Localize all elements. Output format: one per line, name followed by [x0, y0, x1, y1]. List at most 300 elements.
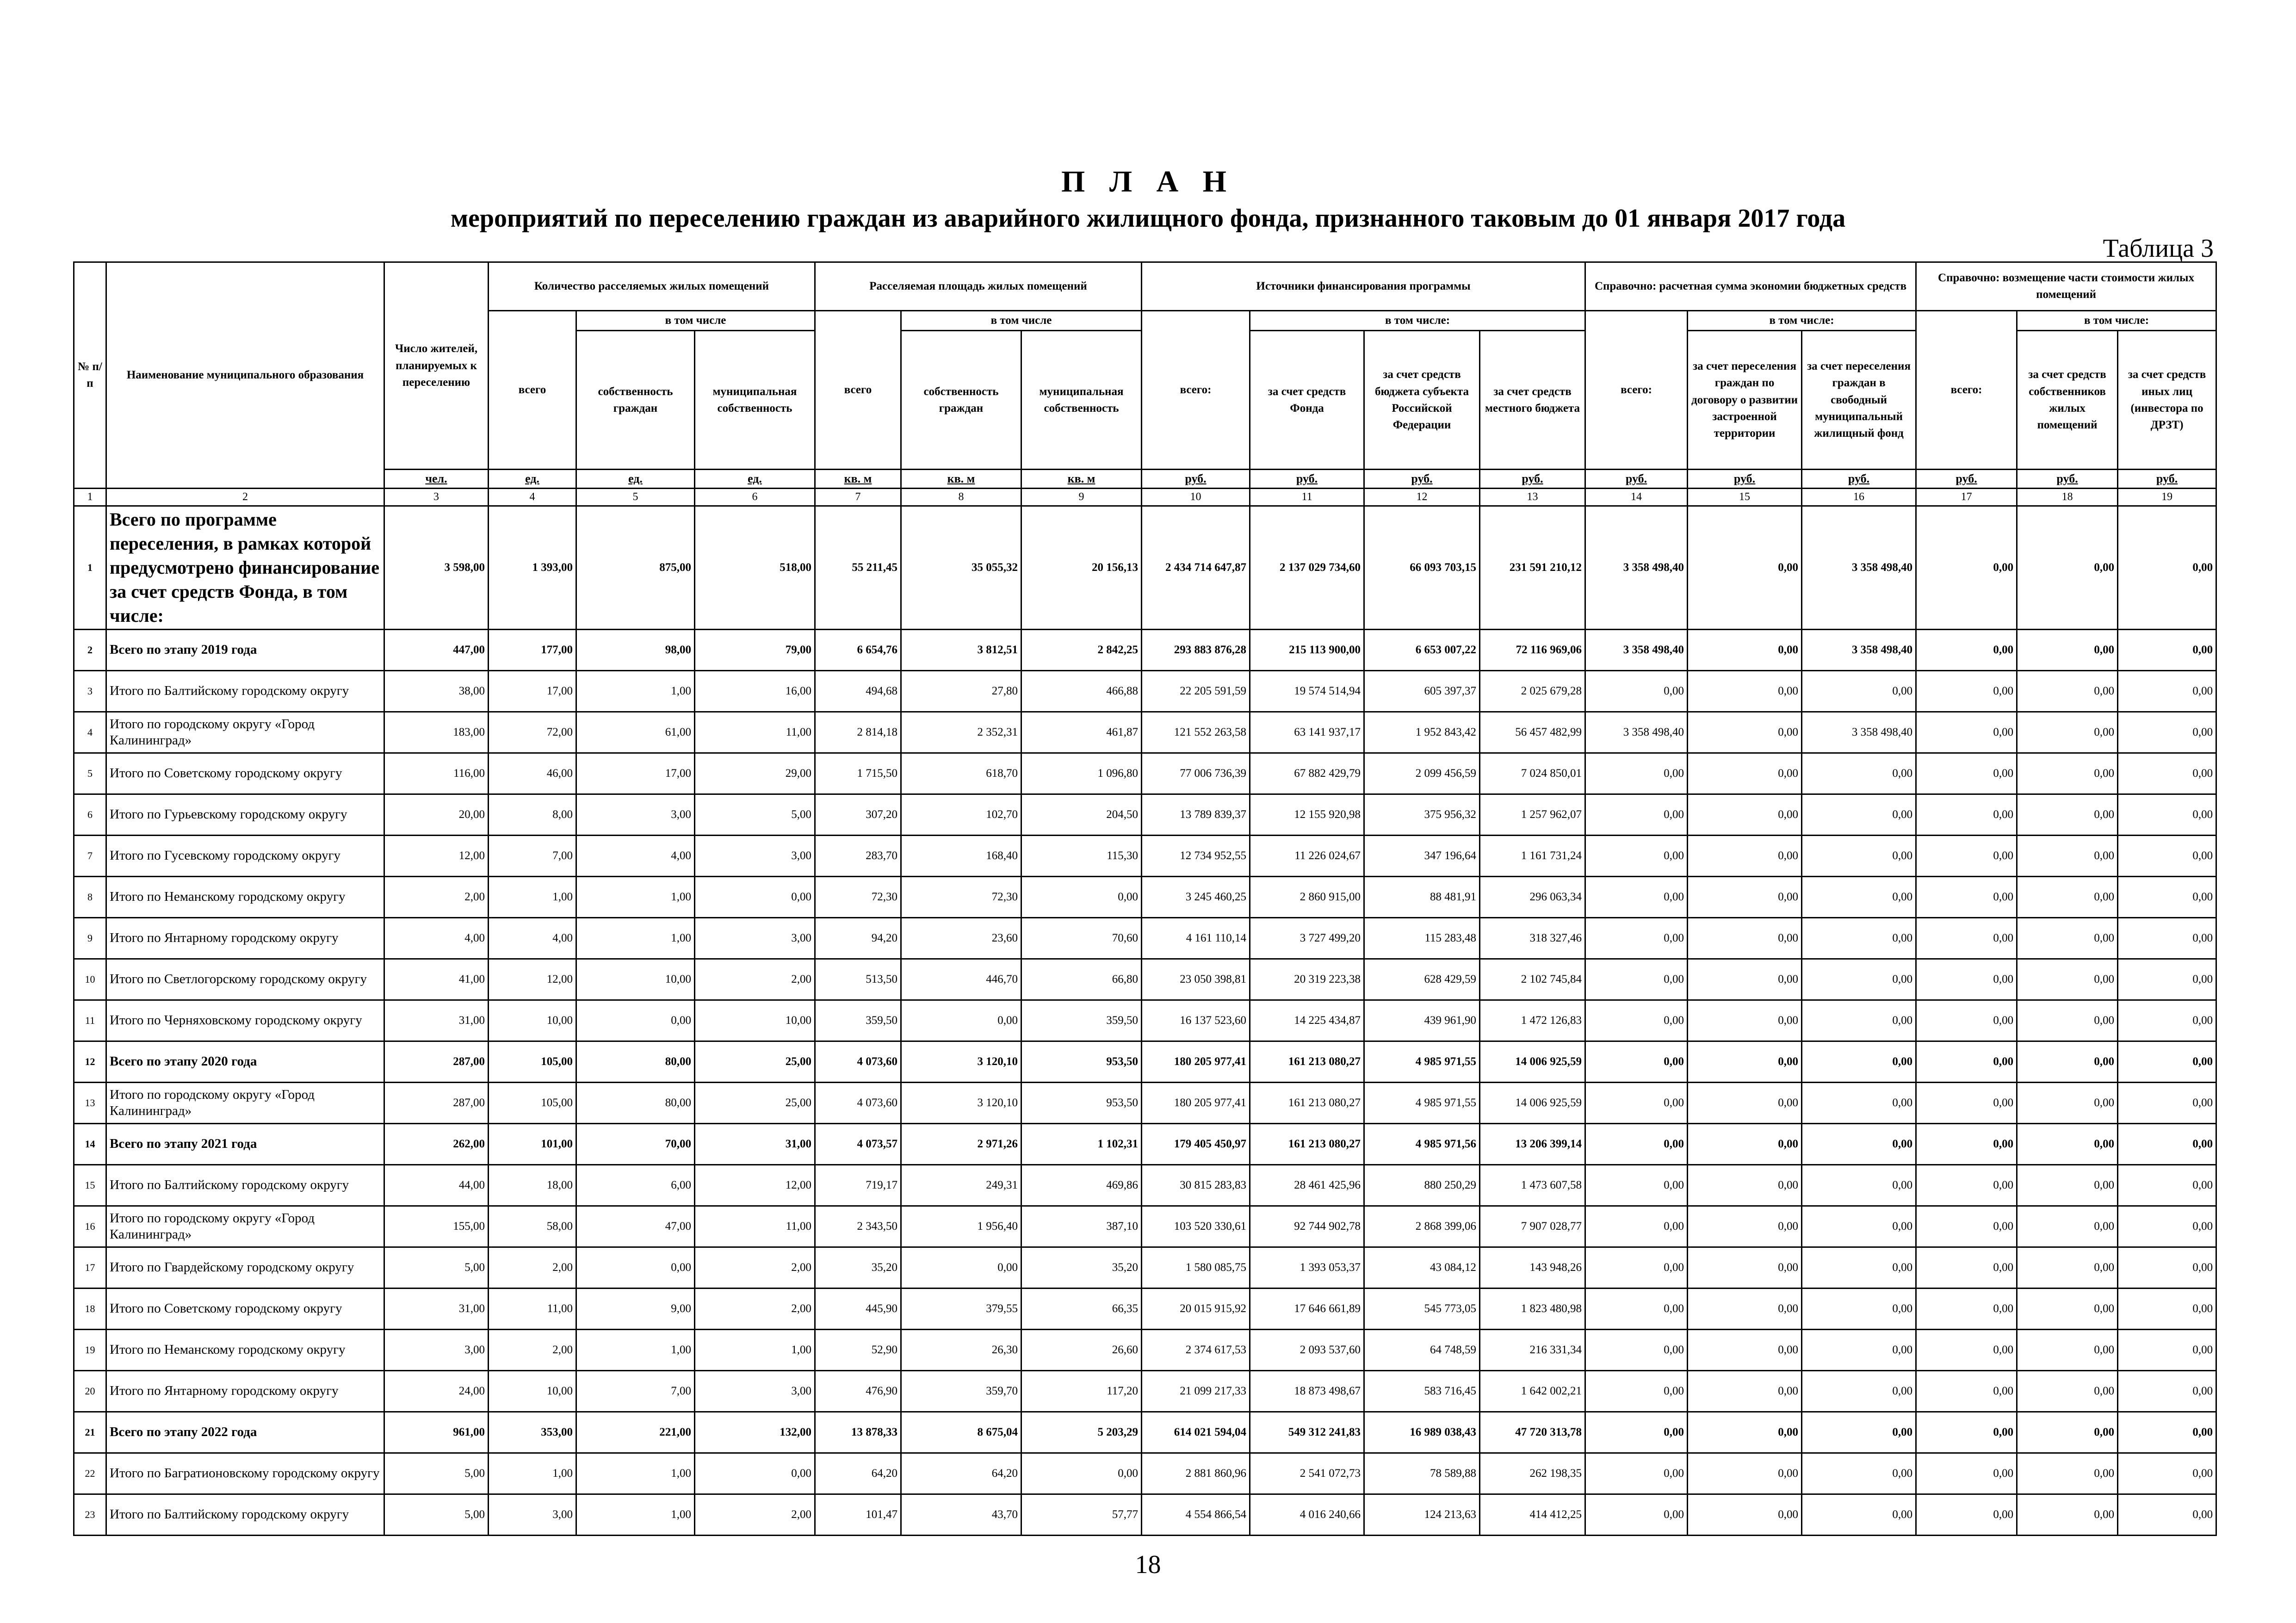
- header-residents: Число жителей, планируемых к переселению: [384, 262, 489, 470]
- table-cell: 545 773,05: [1364, 1288, 1480, 1329]
- row-number: 23: [74, 1494, 106, 1535]
- table-cell: 0,00: [1916, 1453, 2017, 1494]
- table-cell: 21 099 217,33: [1142, 1370, 1250, 1412]
- table-row: [74, 1370, 2216, 1412]
- column-number: 8: [901, 488, 1021, 506]
- table-cell: 132,00: [695, 1412, 815, 1453]
- column-number: 10: [1142, 488, 1250, 506]
- table-cell: 0,00: [2017, 629, 2118, 670]
- table-cell: 0,00: [2118, 1494, 2216, 1535]
- table-cell: 307,20: [815, 794, 901, 835]
- table-row: [74, 1453, 2216, 1494]
- table-cell: 22 205 591,59: [1142, 670, 1250, 712]
- table-cell: 0,00: [1916, 1206, 2017, 1247]
- municipality-name: Итого по Неманскому городскому округу: [106, 876, 384, 917]
- table-cell: 12,00: [489, 959, 576, 1000]
- header-area-total: всего: [815, 311, 901, 470]
- table-cell: 0,00: [1802, 1494, 1916, 1535]
- table-cell: 177,00: [489, 629, 576, 670]
- table-cell: 70,00: [576, 1123, 695, 1165]
- column-number: 17: [1916, 488, 2017, 506]
- table-cell: 115,30: [1021, 835, 1142, 876]
- row-number: 8: [74, 876, 106, 917]
- header-others: за счет средств иных лиц (инвестора по ДРЗТ): [2118, 331, 2216, 470]
- table-cell: 0,00: [901, 1000, 1021, 1041]
- table-cell: 2,00: [489, 1329, 576, 1370]
- table-cell: 0,00: [695, 876, 815, 917]
- table-cell: 30 815 283,83: [1142, 1165, 1250, 1206]
- table-cell: 66,80: [1021, 959, 1142, 1000]
- table-cell: 35,20: [815, 1247, 901, 1288]
- table-cell: 2 099 456,59: [1364, 753, 1480, 794]
- row-number: 11: [74, 1000, 106, 1041]
- municipality-name: Всего по этапу 2021 года: [106, 1123, 384, 1165]
- table-row: [74, 1041, 2216, 1082]
- table-cell: 3 358 498,40: [1802, 506, 1916, 629]
- row-number: 12: [74, 1041, 106, 1082]
- table-cell: 64,20: [901, 1453, 1021, 1494]
- table-cell: 461,87: [1021, 712, 1142, 753]
- table-cell: 3 120,10: [901, 1082, 1021, 1123]
- table-cell: 0,00: [1688, 506, 1802, 629]
- table-cell: 2,00: [695, 1494, 815, 1535]
- table-cell: 0,00: [2118, 670, 2216, 712]
- row-number: 3: [74, 670, 106, 712]
- header-count-own: собственность граждан: [576, 331, 695, 470]
- table-cell: 47,00: [576, 1206, 695, 1247]
- table-cell: 5,00: [384, 1494, 489, 1535]
- table-cell: 43 084,12: [1364, 1247, 1480, 1288]
- row-number: 22: [74, 1453, 106, 1494]
- table-cell: 4 016 240,66: [1250, 1494, 1364, 1535]
- table-cell: 26,60: [1021, 1329, 1142, 1370]
- table-cell: 105,00: [489, 1041, 576, 1082]
- table-label: Таблица 3: [2103, 234, 2214, 263]
- table-cell: 0,00: [1021, 876, 1142, 917]
- table-cell: 0,00: [2017, 670, 2118, 712]
- table-cell: 0,00: [2118, 876, 2216, 917]
- table-cell: 1 393 053,37: [1250, 1247, 1364, 1288]
- table-cell: 2 541 072,73: [1250, 1453, 1364, 1494]
- table-cell: 2 343,50: [815, 1206, 901, 1247]
- table-cell: 0,00: [2017, 1288, 2118, 1329]
- table-cell: 31,00: [695, 1123, 815, 1165]
- table-cell: 14 225 434,87: [1250, 1000, 1364, 1041]
- table-cell: 359,50: [1021, 1000, 1142, 1041]
- table-cell: 0,00: [2017, 876, 2118, 917]
- header-no: № п/п: [74, 262, 106, 489]
- table-cell: 0,00: [1916, 1041, 2017, 1082]
- table-cell: 3 598,00: [384, 506, 489, 629]
- table-cell: 0,00: [1802, 1329, 1916, 1370]
- table-cell: 1 642 002,21: [1480, 1370, 1585, 1412]
- table-cell: 0,00: [2118, 1288, 2216, 1329]
- unit-label: руб.: [1364, 470, 1480, 489]
- table-cell: 2 025 679,28: [1480, 670, 1585, 712]
- table-cell: 0,00: [1802, 959, 1916, 1000]
- table-cell: 55 211,45: [815, 506, 901, 629]
- header-subject-budget: за счет средств бюджета субъекта Российской Федерации: [1364, 331, 1480, 470]
- table-cell: 26,30: [901, 1329, 1021, 1370]
- table-cell: 6 654,76: [815, 629, 901, 670]
- municipality-name: Итого по Гвардейскому городскому округу: [106, 1247, 384, 1288]
- unit-label: руб.: [1916, 470, 2017, 489]
- table-cell: 618,70: [901, 753, 1021, 794]
- table-cell: 1 952 843,42: [1364, 712, 1480, 753]
- table-cell: 0,00: [1688, 1000, 1802, 1041]
- table-cell: 0,00: [1916, 794, 2017, 835]
- unit-label: кв. м: [901, 470, 1021, 489]
- column-number: 12: [1364, 488, 1480, 506]
- table-cell: 4 073,57: [815, 1123, 901, 1165]
- table-cell: 12,00: [695, 1165, 815, 1206]
- table-cell: 25,00: [695, 1082, 815, 1123]
- unit-label: кв. м: [1021, 470, 1142, 489]
- table-cell: 13 789 839,37: [1142, 794, 1250, 835]
- table-cell: 116,00: [384, 753, 489, 794]
- table-cell: 10,00: [489, 1370, 576, 1412]
- table-cell: 3 358 498,40: [1802, 629, 1916, 670]
- municipality-name: Итого по городскому округу «Город Калининград»: [106, 712, 384, 753]
- row-number: 6: [74, 794, 106, 835]
- table-cell: 4,00: [576, 835, 695, 876]
- table-cell: 4 985 971,56: [1364, 1123, 1480, 1165]
- column-number: 4: [489, 488, 576, 506]
- table-cell: 143 948,26: [1480, 1247, 1585, 1288]
- table-row: [74, 670, 2216, 712]
- row-number: 10: [74, 959, 106, 1000]
- table-cell: 102,70: [901, 794, 1021, 835]
- table-cell: 168,40: [901, 835, 1021, 876]
- table-cell: 47 720 313,78: [1480, 1412, 1585, 1453]
- table-cell: 0,00: [1916, 1288, 2017, 1329]
- table-cell: 0,00: [2118, 1329, 2216, 1370]
- unit-label: руб.: [1250, 470, 1364, 489]
- table-cell: 4 073,60: [815, 1082, 901, 1123]
- column-number: 2: [106, 488, 384, 506]
- table-cell: 0,00: [2118, 917, 2216, 959]
- table-cell: 3 120,10: [901, 1041, 1021, 1082]
- municipality-name: Итого по Черняховскому городскому округу: [106, 1000, 384, 1041]
- table-cell: 56 457 482,99: [1480, 712, 1585, 753]
- table-cell: 0,00: [1585, 1370, 1688, 1412]
- table-cell: 1,00: [576, 876, 695, 917]
- table-cell: 2 093 537,60: [1250, 1329, 1364, 1370]
- table-cell: 0,00: [576, 1247, 695, 1288]
- table-row: [74, 1000, 2216, 1041]
- header-resettle-free: за счет переселения граждан в свободный муниципальный жилищный фонд: [1802, 331, 1916, 470]
- table-cell: 61,00: [576, 712, 695, 753]
- municipality-name: Итого по Янтарному городскому округу: [106, 1370, 384, 1412]
- table-cell: 0,00: [2118, 1082, 2216, 1123]
- header-group-compensation: Справочно: возмещение части стоимости жилых помещений: [1916, 262, 2216, 311]
- table-cell: 27,80: [901, 670, 1021, 712]
- table-cell: 12 155 920,98: [1250, 794, 1364, 835]
- table-cell: 0,00: [1916, 1247, 2017, 1288]
- column-number: 16: [1802, 488, 1916, 506]
- table-cell: 0,00: [2118, 1123, 2216, 1165]
- table-cell: 0,00: [1802, 917, 1916, 959]
- table-cell: 72 116 969,06: [1480, 629, 1585, 670]
- header-compensation-total: всего:: [1916, 311, 2017, 470]
- row-number: 16: [74, 1206, 106, 1247]
- table-cell: 287,00: [384, 1082, 489, 1123]
- table-cell: 0,00: [1802, 1123, 1916, 1165]
- table-cell: 0,00: [1802, 794, 1916, 835]
- table-cell: 79,00: [695, 629, 815, 670]
- table-cell: 0,00: [1585, 917, 1688, 959]
- table-cell: 98,00: [576, 629, 695, 670]
- table-cell: 0,00: [1916, 876, 2017, 917]
- table-cell: 161 213 080,27: [1250, 1041, 1364, 1082]
- table-cell: 0,00: [2017, 506, 2118, 629]
- table-cell: 0,00: [1916, 1082, 2017, 1123]
- table-cell: 1,00: [695, 1329, 815, 1370]
- table-row: [74, 1165, 2216, 1206]
- table-cell: 3 358 498,40: [1802, 712, 1916, 753]
- table-cell: 14 006 925,59: [1480, 1041, 1585, 1082]
- table-cell: 875,00: [576, 506, 695, 629]
- table-cell: 961,00: [384, 1412, 489, 1453]
- table-cell: 1 393,00: [489, 506, 576, 629]
- table-cell: 0,00: [2017, 712, 2118, 753]
- table-cell: 0,00: [1802, 1082, 1916, 1123]
- table-cell: 221,00: [576, 1412, 695, 1453]
- table-row: [74, 712, 2216, 753]
- header-count-municipal: муниципальная собственность: [695, 331, 815, 470]
- table-cell: 4 161 110,14: [1142, 917, 1250, 959]
- table-cell: 3 358 498,40: [1585, 629, 1688, 670]
- table-cell: 0,00: [1916, 629, 2017, 670]
- table-cell: 204,50: [1021, 794, 1142, 835]
- table-cell: 0,00: [1688, 1288, 1802, 1329]
- table-cell: 0,00: [1916, 1000, 2017, 1041]
- table-cell: 161 213 080,27: [1250, 1123, 1364, 1165]
- table-cell: 78 589,88: [1364, 1453, 1480, 1494]
- municipality-name: Итого по Гусевскому городскому округу: [106, 835, 384, 876]
- table-cell: 0,00: [1585, 1412, 1688, 1453]
- table-cell: 80,00: [576, 1041, 695, 1082]
- table-cell: 0,00: [2118, 1041, 2216, 1082]
- municipality-name: Итого по Балтийскому городскому округу: [106, 670, 384, 712]
- unit-label: ед.: [695, 470, 815, 489]
- table-cell: 0,00: [1916, 1412, 2017, 1453]
- table-cell: 7 024 850,01: [1480, 753, 1585, 794]
- table-cell: 57,77: [1021, 1494, 1142, 1535]
- municipality-name: Итого по Гурьевскому городскому округу: [106, 794, 384, 835]
- table-cell: 0,00: [2118, 1000, 2216, 1041]
- table-cell: 0,00: [2118, 1206, 2216, 1247]
- municipality-name: Всего по этапу 2020 года: [106, 1041, 384, 1082]
- table-cell: 628 429,59: [1364, 959, 1480, 1000]
- table-cell: 0,00: [1916, 1494, 2017, 1535]
- table-cell: 6,00: [576, 1165, 695, 1206]
- column-number: 9: [1021, 488, 1142, 506]
- table-cell: 121 552 263,58: [1142, 712, 1250, 753]
- table-cell: 16 989 038,43: [1364, 1412, 1480, 1453]
- row-number: 15: [74, 1165, 106, 1206]
- table-cell: 518,00: [695, 506, 815, 629]
- table-cell: 2 971,26: [901, 1123, 1021, 1165]
- unit-label: руб.: [1688, 470, 1802, 489]
- table-cell: 1 257 962,07: [1480, 794, 1585, 835]
- header-area-incl: в том числе: [901, 311, 1142, 331]
- table-cell: 3,00: [489, 1494, 576, 1535]
- table-cell: 3 358 498,40: [1585, 506, 1688, 629]
- row-number: 5: [74, 753, 106, 794]
- table-cell: 347 196,64: [1364, 835, 1480, 876]
- table-row: [74, 917, 2216, 959]
- table-cell: 0,00: [1585, 959, 1688, 1000]
- table-cell: 0,00: [695, 1453, 815, 1494]
- table-cell: 1 102,31: [1021, 1123, 1142, 1165]
- table-cell: 101,47: [815, 1494, 901, 1535]
- table-cell: 0,00: [1688, 1412, 1802, 1453]
- table-cell: 16 137 523,60: [1142, 1000, 1250, 1041]
- table-cell: 43,70: [901, 1494, 1021, 1535]
- header-area-own: собственность граждан: [901, 331, 1021, 470]
- table-cell: 3,00: [695, 1370, 815, 1412]
- table-cell: 0,00: [1585, 1288, 1688, 1329]
- header-group-area: Расселяемая площадь жилых помещений: [815, 262, 1142, 311]
- table-cell: 0,00: [2017, 959, 2118, 1000]
- table-cell: 0,00: [1916, 753, 2017, 794]
- table-cell: 513,50: [815, 959, 901, 1000]
- header-local-budget: за счет средств местного бюджета: [1480, 331, 1585, 470]
- table-cell: 180 205 977,41: [1142, 1041, 1250, 1082]
- unit-label: руб.: [1802, 470, 1916, 489]
- table-cell: 0,00: [1916, 1165, 2017, 1206]
- table-cell: 0,00: [1688, 670, 1802, 712]
- table-cell: 0,00: [1585, 1041, 1688, 1082]
- table-cell: 0,00: [1802, 670, 1916, 712]
- table-cell: 0,00: [1688, 835, 1802, 876]
- table-cell: 2 374 617,53: [1142, 1329, 1250, 1370]
- table-cell: 5,00: [695, 794, 815, 835]
- header-group-sources: Источники финансирования программы: [1142, 262, 1585, 311]
- header-sources-total: всего:: [1142, 311, 1250, 470]
- table-cell: 67 882 429,79: [1250, 753, 1364, 794]
- table-cell: 5 203,29: [1021, 1412, 1142, 1453]
- table-cell: 0,00: [1688, 1206, 1802, 1247]
- table-cell: 0,00: [1585, 1247, 1688, 1288]
- table-cell: 2 860 915,00: [1250, 876, 1364, 917]
- table-cell: 2 137 029 734,60: [1250, 506, 1364, 629]
- table-cell: 0,00: [1585, 876, 1688, 917]
- table-cell: 0,00: [2017, 1082, 2118, 1123]
- table-cell: 3 358 498,40: [1585, 712, 1688, 753]
- table-row: [74, 1247, 2216, 1288]
- municipality-name: Всего по этапу 2019 года: [106, 629, 384, 670]
- column-number: 3: [384, 488, 489, 506]
- table-cell: 0,00: [1021, 1453, 1142, 1494]
- table-cell: 38,00: [384, 670, 489, 712]
- table-cell: 0,00: [1688, 1329, 1802, 1370]
- table-cell: 0,00: [1585, 1165, 1688, 1206]
- table-cell: 549 312 241,83: [1250, 1412, 1364, 1453]
- table-cell: 605 397,37: [1364, 670, 1480, 712]
- table-cell: 0,00: [2118, 753, 2216, 794]
- table-cell: 72,30: [815, 876, 901, 917]
- table-cell: 2,00: [695, 1288, 815, 1329]
- table-cell: 25,00: [695, 1041, 815, 1082]
- row-number: 1: [74, 506, 106, 629]
- table-cell: 11 226 024,67: [1250, 835, 1364, 876]
- table-cell: 0,00: [2017, 1041, 2118, 1082]
- table-cell: 124 213,63: [1364, 1494, 1480, 1535]
- table-cell: 4,00: [489, 917, 576, 959]
- table-cell: 0,00: [1802, 1288, 1916, 1329]
- table-cell: 0,00: [1585, 753, 1688, 794]
- table-cell: 215 113 900,00: [1250, 629, 1364, 670]
- row-number: 17: [74, 1247, 106, 1288]
- table-row: [74, 1206, 2216, 1247]
- table-cell: 0,00: [1916, 712, 2017, 753]
- table-cell: 2 881 860,96: [1142, 1453, 1250, 1494]
- table-cell: 1,00: [489, 1453, 576, 1494]
- table-row: [74, 1494, 2216, 1535]
- table-cell: 0,00: [2017, 794, 2118, 835]
- table-cell: 0,00: [1688, 1123, 1802, 1165]
- row-number: 7: [74, 835, 106, 876]
- table-cell: 0,00: [1802, 876, 1916, 917]
- table-cell: 1 823 480,98: [1480, 1288, 1585, 1329]
- table-cell: 0,00: [1585, 835, 1688, 876]
- table-cell: 19 574 514,94: [1250, 670, 1364, 712]
- header-count-incl: в том числе: [576, 311, 815, 331]
- header-group-savings: Справочно: расчетная сумма экономии бюджетных средств: [1585, 262, 1916, 311]
- table-cell: 10,00: [576, 959, 695, 1000]
- table-cell: 0,00: [2118, 794, 2216, 835]
- column-number: 7: [815, 488, 901, 506]
- table-cell: 17 646 661,89: [1250, 1288, 1364, 1329]
- table-cell: 0,00: [1916, 506, 2017, 629]
- table-cell: 179 405 450,97: [1142, 1123, 1250, 1165]
- unit-label: руб.: [1480, 470, 1585, 489]
- table-cell: 0,00: [1688, 794, 1802, 835]
- table-cell: 387,10: [1021, 1206, 1142, 1247]
- table-row: [74, 629, 2216, 670]
- table-cell: 359,50: [815, 1000, 901, 1041]
- table-cell: 1 096,80: [1021, 753, 1142, 794]
- table-cell: 105,00: [489, 1082, 576, 1123]
- table-cell: 1,00: [576, 670, 695, 712]
- table-cell: 583 716,45: [1364, 1370, 1480, 1412]
- table-cell: 446,70: [901, 959, 1021, 1000]
- unit-label: руб.: [1585, 470, 1688, 489]
- table-cell: 13 878,33: [815, 1412, 901, 1453]
- table-cell: 445,90: [815, 1288, 901, 1329]
- table-cell: 0,00: [1802, 1000, 1916, 1041]
- table-cell: 0,00: [1802, 1041, 1916, 1082]
- table-cell: 0,00: [1585, 1123, 1688, 1165]
- table-cell: 262 198,35: [1480, 1453, 1585, 1494]
- table-cell: 3 812,51: [901, 629, 1021, 670]
- table-cell: 23 050 398,81: [1142, 959, 1250, 1000]
- table-cell: 0,00: [2118, 506, 2216, 629]
- table-cell: 12 734 952,55: [1142, 835, 1250, 876]
- table-cell: 0,00: [1802, 1247, 1916, 1288]
- table-cell: 0,00: [2017, 835, 2118, 876]
- table-cell: 0,00: [1802, 1453, 1916, 1494]
- table-cell: 0,00: [2017, 1370, 2118, 1412]
- table-cell: 12,00: [384, 835, 489, 876]
- table-cell: 4 073,60: [815, 1041, 901, 1082]
- column-number: 13: [1480, 488, 1585, 506]
- table-cell: 2,00: [489, 1247, 576, 1288]
- table-cell: 3,00: [576, 794, 695, 835]
- table-cell: 2,00: [384, 876, 489, 917]
